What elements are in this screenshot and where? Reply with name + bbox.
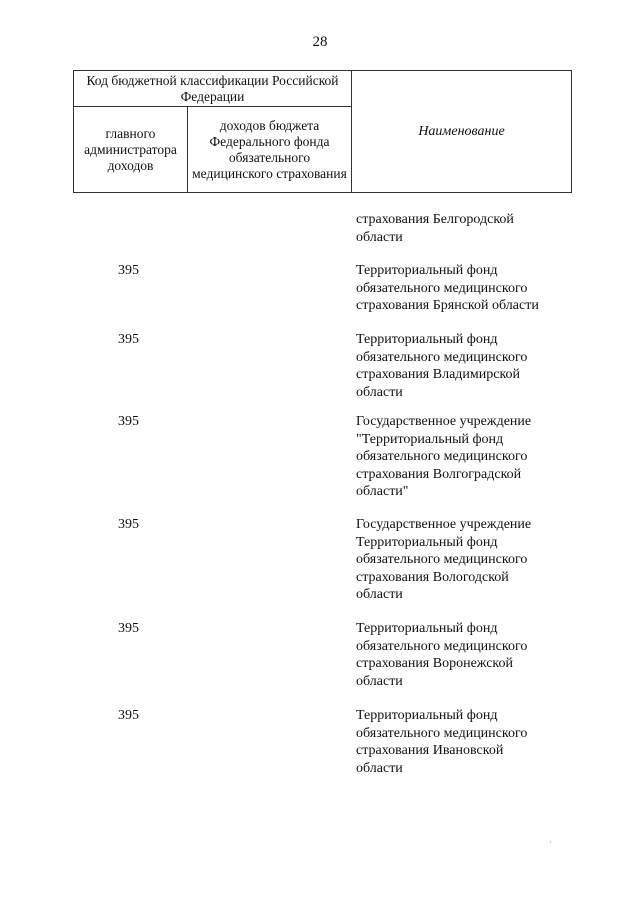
admin-code: 395 bbox=[118, 414, 139, 429]
admin-code: 395 bbox=[118, 263, 139, 278]
page-number: 28 bbox=[312, 34, 328, 50]
fund-name: Территориальный фонд обязательного медицинского страхования Владимирской области bbox=[356, 332, 528, 400]
header-name-column: Наименование bbox=[352, 71, 572, 193]
scan-mark: · bbox=[549, 838, 552, 847]
header-admin-column: главного администратора доходов bbox=[74, 107, 188, 193]
fund-name: Государственное учреждение "Территориальный фонд обязательного медицинского страхования Волгоградской области" bbox=[356, 414, 532, 499]
admin-code: 395 bbox=[118, 332, 139, 347]
fund-name: Территориальный фонд обязательного медицинского страхования Брянской области bbox=[356, 263, 539, 313]
continued-name-text: страхования Белгородской области bbox=[356, 212, 514, 245]
header-group-title: Код бюджетной классификации Российской Федерации bbox=[74, 71, 352, 107]
fund-name: Территориальный фонд обязательного медицинского страхования Воронежской области bbox=[356, 621, 528, 689]
budget-classification-header-table bbox=[73, 70, 572, 193]
fund-name: Территориальный фонд обязательного медицинского страхования Ивановской области bbox=[356, 708, 528, 776]
header-budget-column: доходов бюджета Федерального фонда обязательного медицинского страхования bbox=[188, 107, 352, 193]
fund-name: Государственное учреждение Территориальный фонд обязательного медицинского страхования Вологодской области bbox=[356, 517, 532, 602]
admin-code: 395 bbox=[118, 708, 139, 723]
admin-code: 395 bbox=[118, 621, 139, 636]
admin-code: 395 bbox=[118, 517, 139, 532]
